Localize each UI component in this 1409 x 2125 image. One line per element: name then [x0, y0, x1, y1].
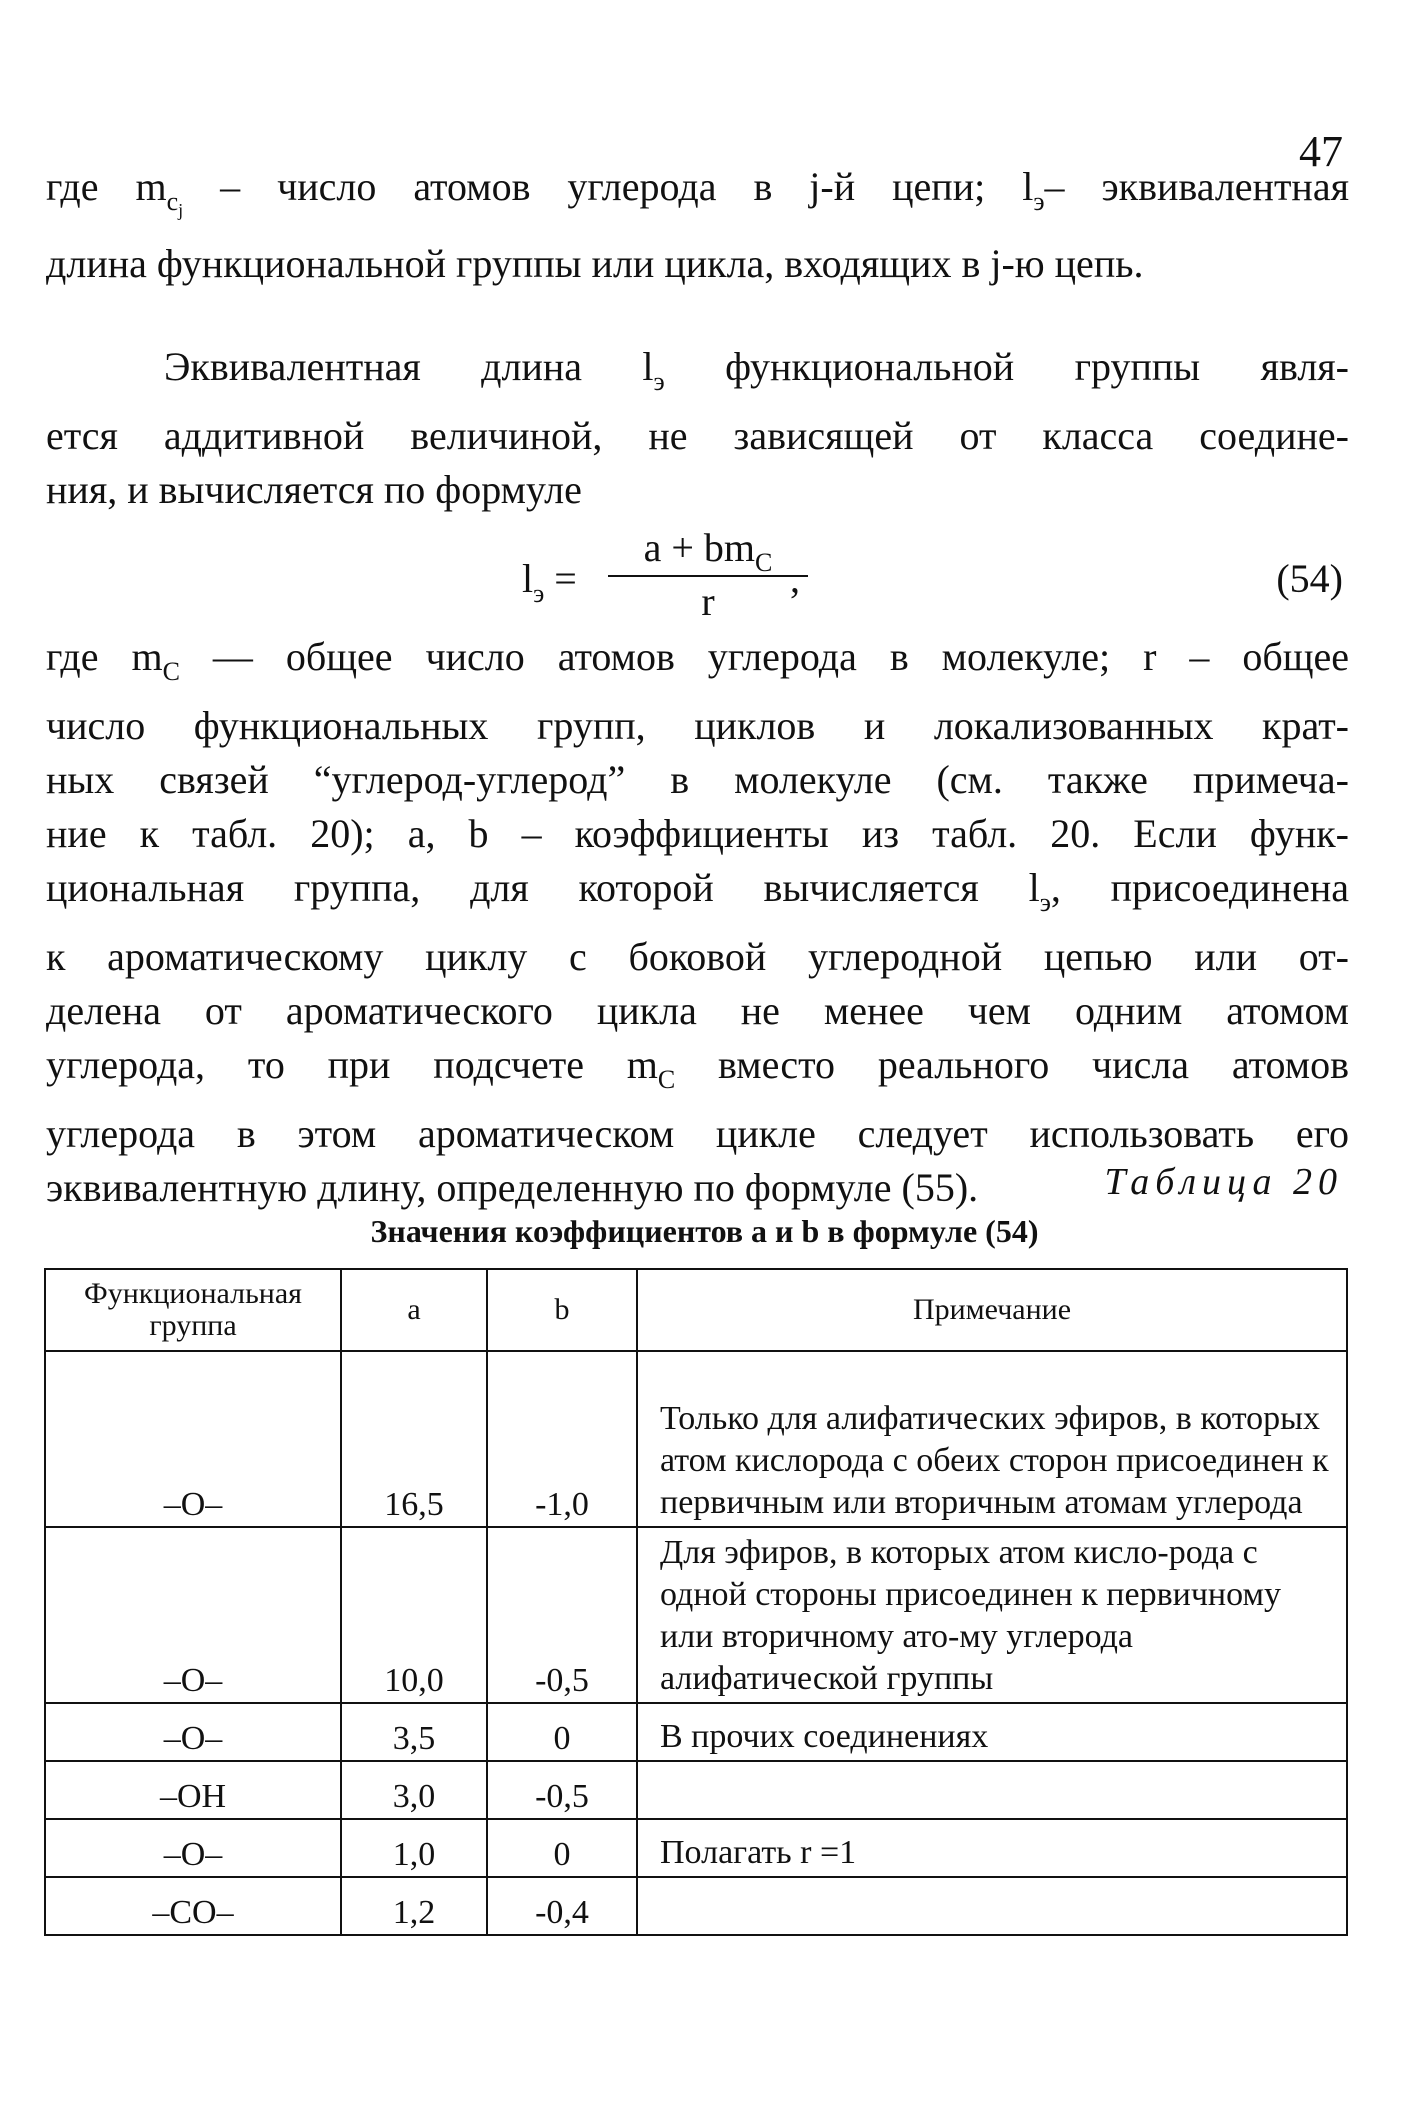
cell-b: 0: [487, 1703, 637, 1761]
cell-note: [637, 1761, 1347, 1819]
header-note: Примечание: [637, 1269, 1347, 1351]
formula-lhs: $l_э$ =: [522, 556, 577, 608]
formula-54: [0, 525, 1409, 635]
text-line: где $m_C$ — общее число атомов углерода в молекуле; r – общее: [46, 634, 1349, 686]
table-caption: Значения коэффициентов a и b в формуле (54): [370, 1213, 1039, 1249]
text-line: ется аддитивной величиной, не зависящей от класса соедине-: [46, 413, 1349, 458]
table-row: [45, 1351, 1347, 1527]
cell-a: 1,2: [341, 1877, 487, 1935]
cell-a: 10,0: [341, 1527, 487, 1703]
cell-group: –O–: [45, 1527, 341, 1703]
cell-b: 0: [487, 1819, 637, 1877]
formula-comma: ,: [790, 556, 800, 601]
paragraph-variables: [46, 630, 1349, 1215]
text-line: Эквивалентная длина $l_э$ функциональной группы явля-: [164, 344, 1350, 396]
table-row: [45, 1703, 1347, 1761]
cell-a: 3,0: [341, 1761, 487, 1819]
table-row: [45, 1761, 1347, 1819]
cell-group: –CO–: [45, 1877, 341, 1935]
cell-note: В прочих соединениях: [637, 1703, 1347, 1761]
header-b: b: [487, 1269, 637, 1351]
table-row: [45, 1819, 1347, 1877]
formula-fraction: [608, 525, 808, 623]
text-line: углерода в этом ароматическом цикле следует использовать его: [46, 1111, 1349, 1156]
text-line: к ароматическому циклу с боковой углеродной цепью или от-: [46, 934, 1349, 979]
cell-note: Для эфиров, в которых атом кисло-рода с одной стороны присоединен к первичному или вторичному ато-му углерода алифатической группы: [637, 1527, 1347, 1703]
text-line: длина функциональной группы или цикла, входящих в j-ю цепь.: [46, 241, 1144, 286]
cell-group: –OH: [45, 1761, 341, 1819]
header-group: Функциональная группа: [45, 1269, 341, 1351]
cell-a: 1,0: [341, 1819, 487, 1877]
formula-numerator: $a + bm_C$: [643, 525, 773, 577]
table-header-row: [45, 1269, 1347, 1351]
formula-denominator: r: [701, 579, 715, 624]
equation-number: (54): [1276, 556, 1343, 601]
cell-b: -0,5: [487, 1761, 637, 1819]
paragraph-definitions: [46, 160, 1349, 291]
table-row: [45, 1527, 1347, 1703]
cell-note: Только для алифатических эфиров, в которых атом кислорода с обеих сторон присоединен к первичным или вторичным атомам углерода: [637, 1351, 1347, 1527]
page-number: 47: [1299, 127, 1343, 176]
cell-note: Полагать r =1: [637, 1819, 1347, 1877]
cell-a: 3,5: [341, 1703, 487, 1761]
text-line: ния, и вычисляется по формуле: [46, 467, 582, 512]
cell-b: -1,0: [487, 1351, 637, 1527]
cell-note: [637, 1877, 1347, 1935]
table-row: [45, 1877, 1347, 1935]
table-label: Таблица 20: [1104, 1161, 1343, 1203]
text-line: ных связей “углерод-углерод” в молекуле (см. также примеча-: [46, 757, 1349, 802]
text-line: где $m_{cj}$ – число атомов углерода в j-й цепи; $l_э-$ эквивалентная: [46, 164, 1349, 220]
cell-group: –O–: [45, 1819, 341, 1877]
text-line: число функциональных групп, циклов и локализованных крат-: [46, 703, 1349, 748]
cell-a: 16,5: [341, 1351, 487, 1527]
cell-b: -0,5: [487, 1527, 637, 1703]
cell-group: –O–: [45, 1351, 341, 1527]
text-line: ние к табл. 20); a, b – коэффициенты из табл. 20. Если функ-: [46, 811, 1349, 856]
cell-b: -0,4: [487, 1877, 637, 1935]
paragraph-equivalent-length: [46, 340, 1349, 517]
text-line: эквивалентную длину, определенную по формуле (55).: [46, 1165, 979, 1210]
coefficients-table: [44, 1268, 1348, 1936]
cell-group: –O–: [45, 1703, 341, 1761]
text-line: углерода, то при подсчете $m_C$ вместо реального числа атомов: [46, 1042, 1349, 1094]
text-line: делена от ароматического цикла не менее чем одним атомом: [46, 988, 1349, 1033]
text-line: циональная группа, для которой вычисляется $l_э$, присоединена: [46, 865, 1349, 917]
header-a: a: [341, 1269, 487, 1351]
